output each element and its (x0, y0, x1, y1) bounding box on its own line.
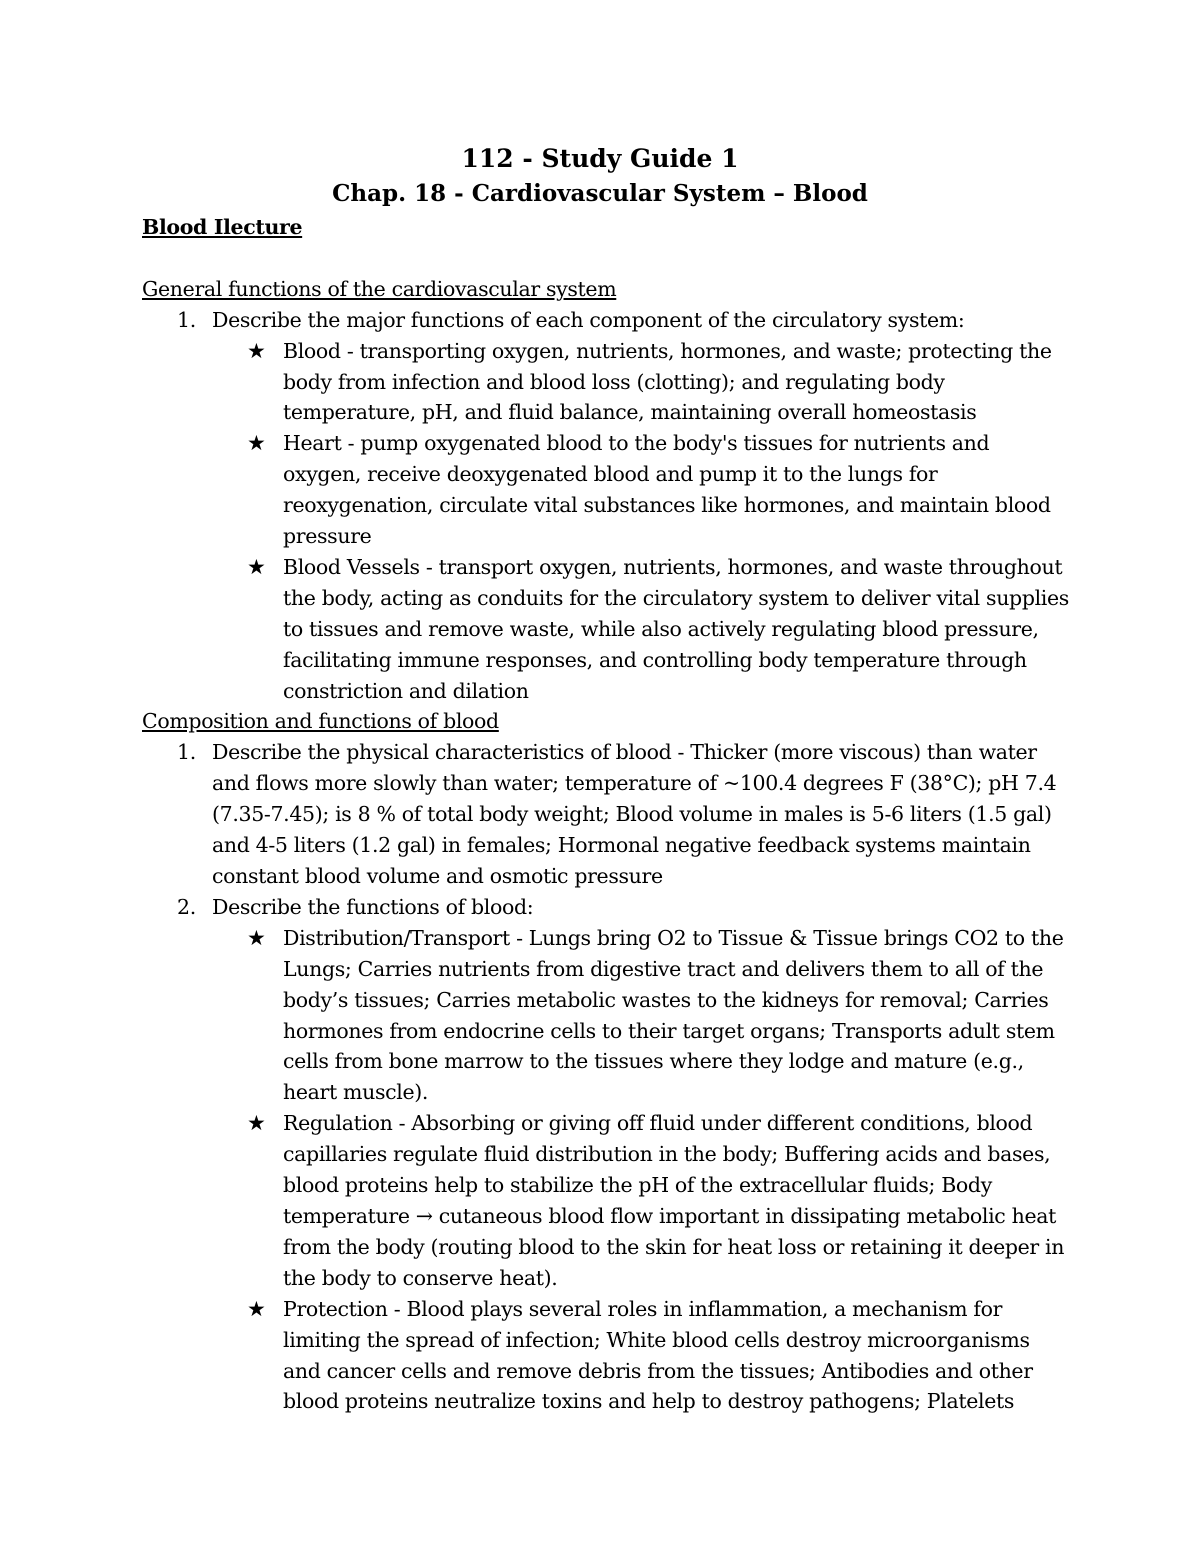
numbered-item (142, 737, 1072, 892)
blank-line (142, 243, 1072, 274)
star-bullet-list (212, 336, 1072, 707)
bullet-text: Distribution/Transport - Lungs bring O2 to Tissue & Tissue brings CO2 to the Lungs; Carries nutrients from digestive tract and delivers them to all of the body’s tissues; Carries metabolic wastes to the kidneys for removal; Carries hormones from endocrine cells to their target organs; Transports adult stem cells from bone marrow to the tissues where they lodge and mature (e.g., heart muscle). (283, 925, 1064, 1105)
star-bullet-item (212, 923, 1072, 1108)
item-number: 1. (177, 740, 196, 765)
section-heading-general-functions: General functions of the cardiovascular system (142, 276, 617, 301)
document-body (142, 212, 1072, 1417)
section-heading-composition: Composition and functions of blood (142, 709, 499, 734)
black-star-icon: ★ (247, 1296, 266, 1321)
item-text: Describe the physical characteristics of blood - Thicker (more viscous) than water and flows more slowly than water; temperature of ~100.4 degrees F (38°C); pH 7.4 (7.35-7.45); is 8 % of total body weight; Blood volume in males is 5-6 liters (1.5 gal) and 4-5 liters (1.2 gal) in females; Hormonal negative feedback systems maintain constant blood volume and osmotic pressure (212, 740, 1057, 889)
black-star-icon: ★ (247, 554, 266, 579)
numbered-list (142, 737, 1072, 1417)
black-star-icon: ★ (247, 431, 266, 456)
bullet-text: Blood - transporting oxygen, nutrients, hormones, and waste; protecting the body from infection and blood loss (clotting); and regulating body temperature, pH, and fluid balance, maintaining overall homeostasis (283, 338, 1052, 425)
bullet-text: Regulation - Absorbing or giving off fluid under different conditions, blood capillaries regulate fluid distribution in the body; Buffering acids and bases, blood proteins help to stabilize the pH of the extracellular fluids; Body temperature → cutaneous blood flow important in dissipating metabolic heat from the body (routing blood to the skin for heat loss or retaining it deeper in the body to conserve heat). (283, 1111, 1065, 1290)
lecture-heading: Blood Ilecture (142, 215, 303, 239)
star-bullet-item (212, 1108, 1072, 1293)
black-star-icon: ★ (247, 338, 266, 363)
star-bullet-item (212, 552, 1072, 707)
star-bullet-item (212, 428, 1072, 552)
black-star-icon: ★ (247, 1111, 266, 1136)
black-star-icon: ★ (247, 925, 266, 950)
star-bullet-item (212, 336, 1072, 429)
star-bullet-item (212, 1294, 1072, 1418)
page-title: 112 - Study Guide 1 (461, 144, 739, 173)
item-text: Describe the major functions of each component of the circulatory system: (212, 307, 965, 332)
item-number: 1. (177, 307, 196, 332)
star-bullet-list (212, 923, 1072, 1418)
bullet-text: Blood Vessels - transport oxygen, nutrients, hormones, and waste throughout the body, acting as conduits for the circulatory system to deliver vital supplies to tissues and remove waste, while also actively regulating blood pressure, facilitating immune responses, and controlling body temperature through constriction and dilation (283, 554, 1069, 703)
page-subtitle: Chap. 18 - Cardiovascular System – Blood (332, 180, 868, 207)
numbered-list (142, 305, 1072, 707)
bullet-text: Heart - pump oxygenated blood to the body's tissues for nutrients and oxygen, receive deoxygenated blood and pump it to the lungs for reoxygenation, circulate vital substances like hormones, and maintain blood pressure (283, 431, 1051, 549)
bullet-text: Protection - Blood plays several roles in inflammation, a mechanism for limiting the spread of infection; White blood cells destroy microorganisms and cancer cells and remove debris from the tissues; Antibodies and other blood proteins neutralize toxins and help to destroy pathogens; Platelets (283, 1296, 1033, 1414)
item-text: Describe the functions of blood: (212, 894, 534, 919)
item-number: 2. (177, 894, 196, 919)
numbered-item (142, 305, 1072, 707)
numbered-item (142, 892, 1072, 1417)
